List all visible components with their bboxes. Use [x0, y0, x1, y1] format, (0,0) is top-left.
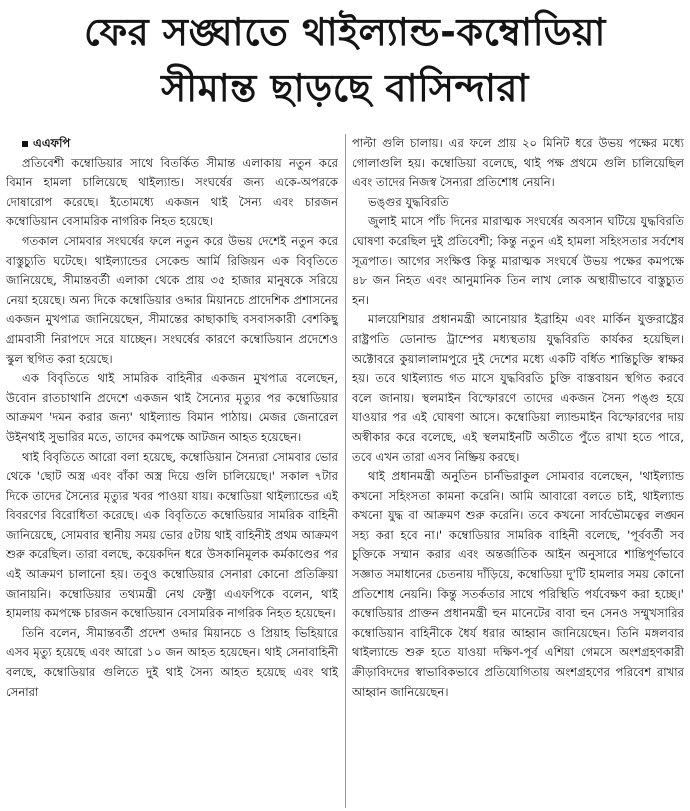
paragraph: মালয়েশিয়ার প্রধানমন্ত্রী আনোয়ার ইব্রাহিম এবং মার্কিন যুক্তরাষ্ট্রের রাষ্ট্রপতি ডোনাল্ড ট্রাম্পের মধ্যস্থতায় যুদ্ধবিরতি কার্যকর হয়েছিল। অক্টোবরে কুয়ালালামপুরে দুই দেশের মধ্যে একটি বর্ধিত শান্তিচুক্তি স্বাক্ষর হয়। তবে থাইল্যান্ড গত মাসে যুদ্ধবিরতি চুক্তি বাস্তবায়ন স্থগিত করবে বলে জানায়। স্থলমাইন বিস্ফোরণে তাদের একজন সৈন্য পঙ্গু হয়ে যাওয়ার পর এই ঘোষণা আসে। কম্বোডিয়া ল্যান্ডমাইন বিস্ফোরণের দায় অস্বীকার করে বলেছে, এই স্থলমাইনটি অতীতে পুঁতে রাখা হতে পারে, তবে এখন তারা এসব নিষ্ক্রিয় করছে।: [352, 312, 684, 464]
paragraph: পাল্টা গুলি চালায়। এর ফলে প্রায় ২০ মিনিট ধরে উভয় পক্ষের মধ্যে গোলাগুলি হয়। কম্বোডিয়া বলেছে, থাই পক্ষ প্রথমে গুলি চালিয়েছিল এবং তাদের নিজস্ব সৈন্যরা প্রতিশোধ নেয়নি।: [352, 136, 684, 190]
paragraph: প্রতিবেশী কম্বোডিয়ার সাথে বিতর্কিত সীমান্ত এলাকায় নতুন করে বিমান হামলা চালিয়েছে থাইল্যান্ড। সংঘর্ষের জন্য একে-অপরকে দোষারোপ করেছে। ইতোমধ্যে একজন থাই সৈন্য এবং চারজন কম্বোডিয়ান বেসামরিক নাগরিক নিহত হয়েছে।: [6, 155, 338, 229]
article-column-left: [6, 134, 338, 808]
headline-line-2: সীমান্ত ছাড়ছে বাসিন্দারা: [161, 66, 529, 110]
byline-bullet-icon: [22, 141, 28, 147]
article-column-right: [352, 134, 684, 808]
paragraph: জুলাই মাসে পাঁচ দিনের মারাত্মক সংঘর্ষের অবসান ঘটিয়ে যুদ্ধবিরতি ঘোষণা করেছিল দুই প্রতিবেশী; কিন্তু নতুন এই হামলা সহিংসতার সর্বশেষ সূত্রপাত। আগের সংক্ষিপ্ত কিন্তু মারাত্মক সংঘর্ষে উভয় পক্ষের কমপক্ষে ৪৮ জন নিহত এবং আনুমানিক তিন লাখ লোক অস্থায়ীভাবে বাস্তুচ্যুত হন।: [352, 214, 684, 307]
paragraph: থাই বিবৃতিতে আরো বলা হয়েছে, কম্বোডিয়ান সৈন্যরা সোমবার ভোর থেকে 'ছোট অস্ত্র এবং বাঁকা অস্ত্র দিয়ে গুলি চালিয়েছে।' সকাল ৭টার দিকে তাদের সৈন্যের মৃত্যুর খবর পাওয়া যায়। কম্বোডিয়া থাইল্যান্ডের এই বিবরণের বিরোধিতা করেছে। এক বিবৃতিতে কম্বোডিয়ার সামরিক বাহিনী জানিয়েছে, সোমবার স্থানীয় সময় ভোর ৫টায় থাই বাহিনীই প্রথম আক্রমণ শুরু করেছিল। তারা বলছে, কয়েকদিন ধরে উসকানিমূলক কর্মকাণ্ডের পর এই আক্রমণ চালানো হয়। তবুও কম্বোডিয়ার সেনারা কোনো প্রতিক্রিয়া জানায়নি। কম্বোডিয়ার তথ্যমন্ত্রী নেথ ফেক্ট্রা এএফপিকে বলেন, থাই হামলায় কমপক্ষে চারজন কম্বোডিয়ান বেসামরিক নাগরিক নিহত হয়েছেন।: [6, 449, 338, 621]
paragraph: তিনি বলেন, সীমান্তবর্তী প্রদেশ ওদ্দার মিয়ানচে ও প্রিয়াহ ভিহিয়ারে এসব মৃত্যু হয়েছে এবং আরো ১০ জন আহত হয়েছেন। থাই সেনাবাহিনী বলছে, কম্বোডিয়ার গুলিতে দুই থাই সৈন্য আহত হয়েছে এবং থাই সেনারা: [6, 625, 338, 699]
subheading: ভঙ্গুর যুদ্ধবিরতি: [368, 194, 449, 209]
byline-text: এএফপি: [33, 136, 71, 150]
article-body: [6, 134, 684, 808]
paragraph: গতকাল সোমবার সংঘর্ষের ফলে নতুন করে উভয় দেশেই নতুন করে বাস্তুচ্যুতি ঘটেছে। থাইল্যান্ডের সেকেন্ড আর্মি রিজিয়ন এক বিবৃতিতে জানিয়েছে, সীমান্তবর্তী এলাকা থেকে প্রায় ৩৫ হাজার মানুষকে সরিয়ে নেয়া হয়েছে। অন্য দিকে কম্বোডিয়ার ওদ্দার মিয়ানচে প্রাদেশিক প্রশাসনের একজন মুখপাত্র জানিয়েছেন, সীমান্তের কাছাকাছি বসবাসকারী বেশকিছু গ্রামবাসী নিরাপদে সরে যাচ্ছেন। সংঘর্ষের কারণে কম্বোডিয়ান প্রদেশেও স্কুল স্থগিত করা হয়েছে।: [6, 233, 338, 366]
paragraph: এক বিবৃতিতে থাই সামরিক বাহিনীর একজন মুখপাত্র বলেছেন, উবোন রাতচাথানি প্রদেশে একজন থাই সৈন্যের মৃত্যুর পর কম্বোডিয়ার আক্রমণ 'দমন করার জন্য' থাইল্যান্ড বিমান পাঠায়। মেজর জেনারেল উইনথাই সুভারির মতে, তাদের কমপক্ষে আটজন আহত হয়েছেন।: [6, 371, 338, 444]
headline: [0, 4, 690, 116]
headline-line-1: ফের সঙ্ঘাতে থাইল্যান্ড-কম্বোডিয়া: [84, 10, 606, 54]
column-divider: [345, 134, 346, 808]
byline: [6, 134, 338, 154]
paragraph: থাই প্রধানমন্ত্রী অনুতিন চার্নভিরাকুল সোমবার বলেছেন, 'থাইল্যান্ড কখনো সহিংসতা কামনা করেনি। আমি আবারো বলতে চাই, থাইল্যান্ড কখনো যুদ্ধ বা আক্রমণ শুরু করেনি। তবে কখনো সার্বভৌমত্বের লঙ্ঘন সহ্য করা হবে না।' কম্বোডিয়ার সামরিক বাহিনী বলেছে, 'পূর্ববর্তী সব চুক্তিকে সম্মান করার এবং অন্তর্জাতিক আইন অনুসারে শান্তিপূর্ণভাবে সজ্ঞাত সমাধানের চেতনায় দাঁড়িয়ে, কম্বোডিয়া দু'টি হামলার সময় কোনো প্রতিশোধ নেয়নি। কিন্তু সতর্কতার সাথে পরিস্থিতি পর্যবেক্ষণ করা হচ্ছে।' কম্বোডিয়ার প্রাক্তন প্রধানমন্ত্রী হুন মানেটের বাবা হুন সেনও সম্মুখসারির কম্বোডিয়ান বাহিনীকে ধৈর্য ধরার আহ্বান জানিয়েছেন। তিনি মঙ্গলবার থাইল্যান্ডে শুরু হতে যাওয়া দক্ষিণ-পূর্ব এশিয়া গেমসে অংশগ্রহণকারী ক্রীড়াবিদদের স্বাভাবিকভাবে প্রতিযোগিতায় অংশগ্রহণের পরিবেশ রাখার আহ্বান জানিয়েছেন।: [352, 469, 684, 699]
